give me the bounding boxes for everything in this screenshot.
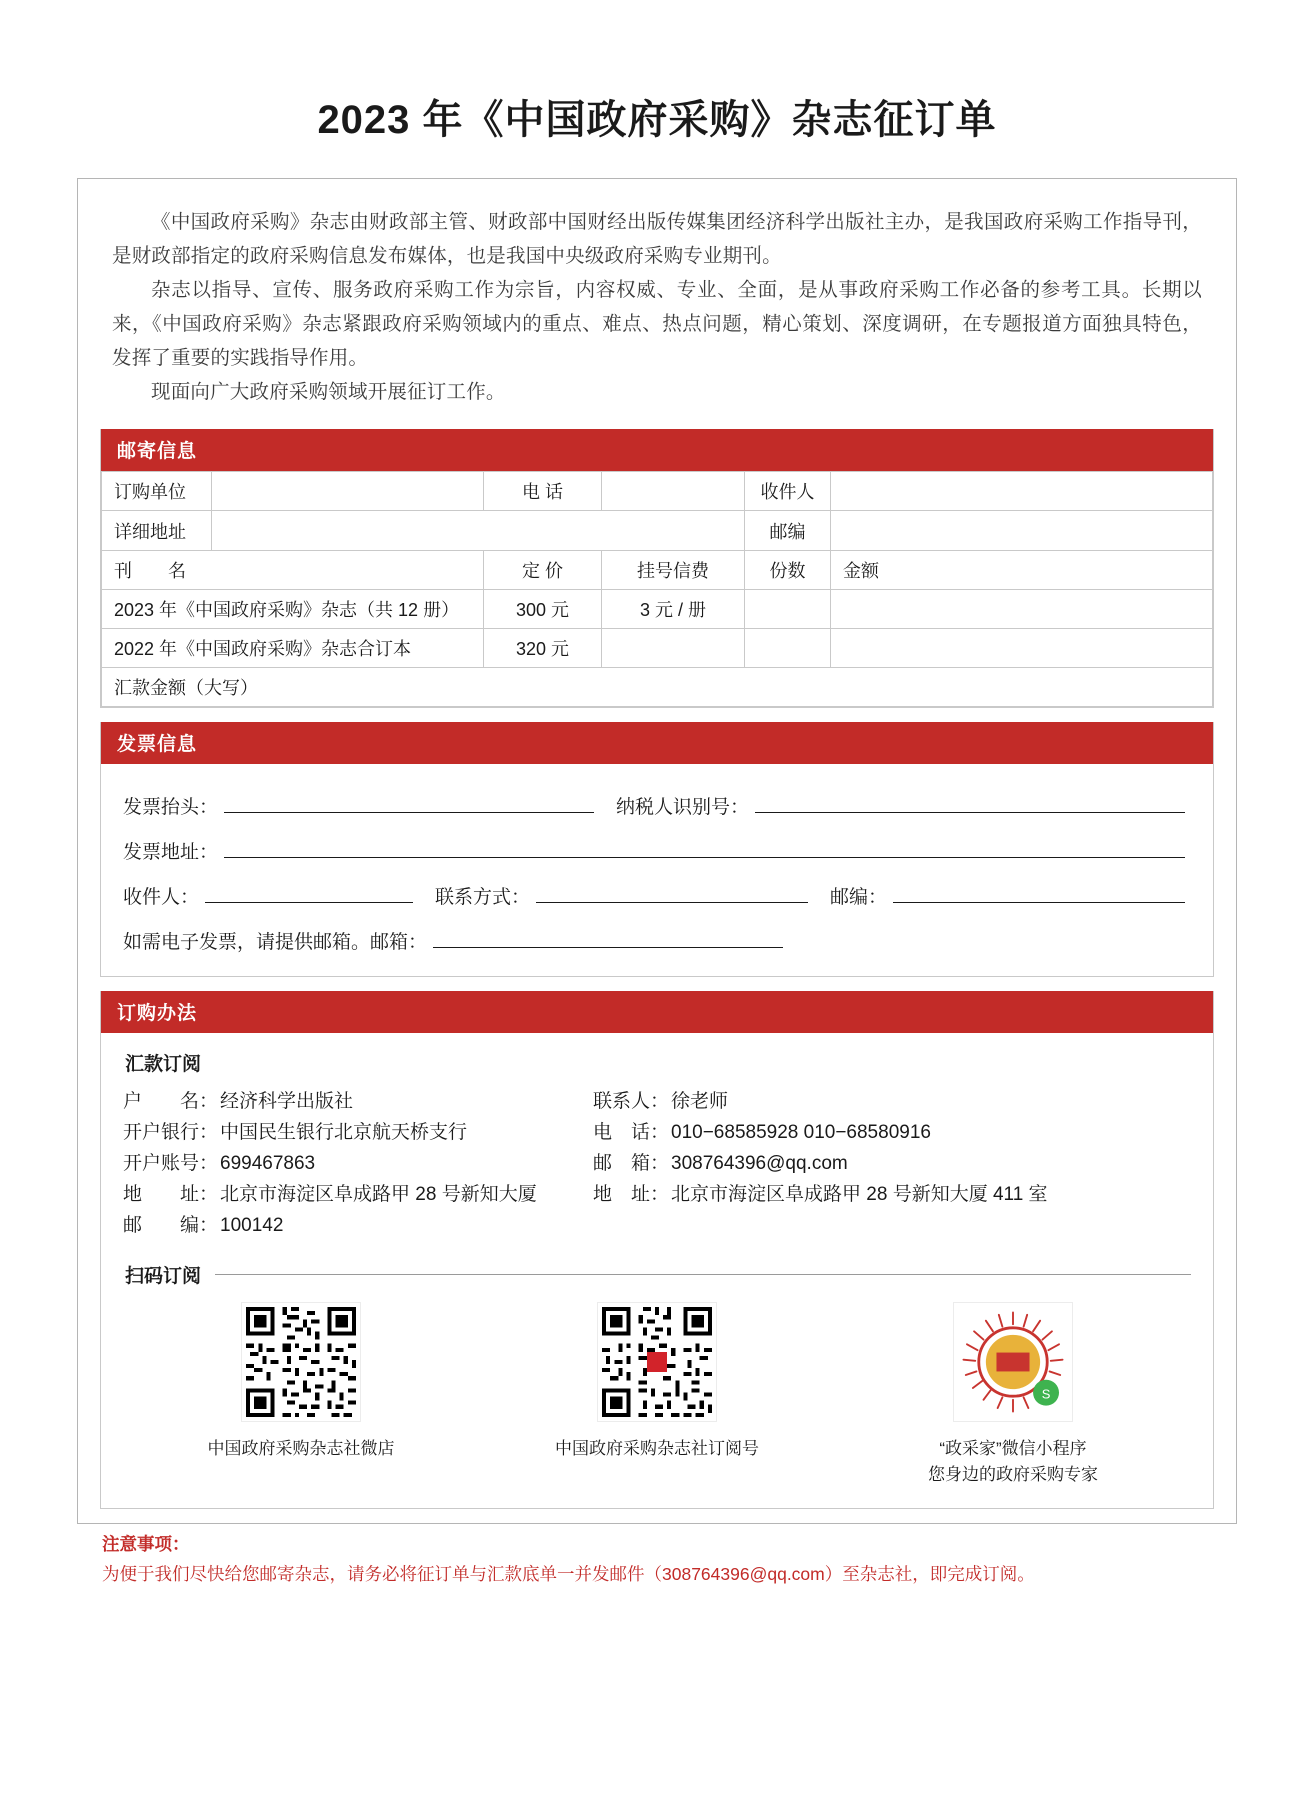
label-contact-phone: 电 话： xyxy=(593,1122,670,1143)
page-title: 2023 年《中国政府采购》杂志征订单 xyxy=(317,98,997,142)
contact-email-row xyxy=(593,1148,1191,1179)
mailing-info-header: 邮寄信息 xyxy=(101,429,1213,471)
remittance-subtitle: 汇款订阅 xyxy=(125,1054,202,1075)
table-header-row xyxy=(102,551,1213,590)
bank-name-row xyxy=(123,1117,593,1148)
invoice-address-line xyxy=(123,837,1191,864)
table-row xyxy=(102,590,1213,629)
field-invoice-postcode[interactable] xyxy=(893,886,1185,903)
qr-cell-subscription xyxy=(492,1302,822,1488)
invoice-recipient-line xyxy=(123,882,1191,909)
column-header-name: 刊 名 xyxy=(102,551,484,590)
label-recipient: 收件人 xyxy=(745,472,831,511)
item-amount-1[interactable] xyxy=(831,590,1213,629)
column-header-price: 定 价 xyxy=(484,551,602,590)
table-row-unit xyxy=(102,472,1213,511)
mailing-info-table xyxy=(101,471,1213,707)
qr-code-icon[interactable] xyxy=(597,1302,717,1422)
qr-caption-mini-program-line1: “政采家”微信小程序 xyxy=(939,1439,1087,1458)
ordering-method-body xyxy=(101,1033,1213,1508)
order-form-frame xyxy=(77,178,1237,1584)
qr-cell-weidian xyxy=(136,1302,466,1488)
qr-caption-subscription: 中国政府采购杂志社订阅号 xyxy=(555,1439,759,1458)
item-amount-2[interactable] xyxy=(831,629,1213,668)
notice-block xyxy=(102,1529,1212,1589)
contact-phone-row xyxy=(593,1117,1191,1148)
bank-details-column xyxy=(123,1086,593,1241)
label-invoice-email-note: 如需电子发票，请提供邮箱。邮箱： xyxy=(123,932,428,953)
field-invoice-address[interactable] xyxy=(224,841,1185,858)
label-contact-person: 联系人： xyxy=(593,1091,670,1112)
field-detail-address[interactable] xyxy=(212,511,745,551)
column-header-amount: 金额 xyxy=(831,551,1213,590)
qr-cell-mini-program xyxy=(848,1302,1178,1488)
value-contact-phone: 010−68585928 010−68580916 xyxy=(671,1122,931,1143)
field-invoice-contact[interactable] xyxy=(536,886,808,903)
value-contact-email[interactable]: 308764396@qq.com xyxy=(671,1153,848,1174)
mailing-info-section xyxy=(100,429,1214,708)
qr-caption-mini-program-line2: 您身边的政府采购专家 xyxy=(928,1465,1098,1484)
table-row-address xyxy=(102,511,1213,551)
item-price-2: 320 元 xyxy=(484,629,602,668)
label-invoice-title: 发票抬头： xyxy=(123,797,219,818)
field-order-unit[interactable] xyxy=(212,472,484,511)
field-postcode[interactable] xyxy=(831,511,1213,551)
svg-text:S: S xyxy=(1041,1386,1051,1402)
field-invoice-title[interactable] xyxy=(224,796,594,813)
mini-program-qr-icon[interactable] xyxy=(953,1302,1073,1422)
label-phone: 电 话 xyxy=(484,472,602,511)
field-tax-id[interactable] xyxy=(755,796,1185,813)
label-order-unit: 订购单位 xyxy=(102,472,212,511)
table-row xyxy=(102,629,1213,668)
label-total-amount[interactable]: 汇款金额（大写） xyxy=(102,668,1213,707)
notice-title: 注意事项： xyxy=(102,1534,190,1554)
item-registered-fee-2 xyxy=(602,629,745,668)
label-account-name: 户 名： xyxy=(123,1091,219,1112)
contact-details-column xyxy=(593,1086,1191,1241)
invoice-info-section xyxy=(100,722,1214,977)
invoice-info-header: 发票信息 xyxy=(101,722,1213,764)
label-bank-name: 开户银行： xyxy=(123,1122,219,1143)
item-quantity-1[interactable] xyxy=(745,590,831,629)
intro-text xyxy=(78,179,1236,415)
bank-account-name-row xyxy=(123,1086,593,1117)
ordering-method-header: 订购办法 xyxy=(101,991,1213,1033)
divider xyxy=(215,1274,1191,1275)
value-bank-name: 中国民生银行北京航天桥支行 xyxy=(220,1122,468,1143)
bank-address-row xyxy=(123,1179,593,1210)
field-invoice-recipient[interactable] xyxy=(205,886,413,903)
value-contact-address: 北京市海淀区阜成路甲 28 号新知大厦 411 室 xyxy=(671,1184,1048,1205)
ordering-columns xyxy=(123,1086,1191,1241)
value-account-number: 699467863 xyxy=(220,1153,316,1174)
item-price-1: 300 元 xyxy=(484,590,602,629)
contact-person-row xyxy=(593,1086,1191,1117)
label-invoice-address: 发票地址： xyxy=(123,842,219,863)
ordering-method-section xyxy=(100,991,1214,1509)
bank-account-number-row xyxy=(123,1148,593,1179)
label-tax-id: 纳税人识别号： xyxy=(616,797,750,818)
value-account-name: 经济科学出版社 xyxy=(220,1091,354,1112)
item-name-1: 2023 年《中国政府采购》杂志（共 12 册） xyxy=(102,590,484,629)
field-phone[interactable] xyxy=(602,472,745,511)
field-invoice-email[interactable] xyxy=(433,931,783,948)
field-recipient[interactable] xyxy=(831,472,1213,511)
label-invoice-recipient: 收件人： xyxy=(123,887,200,908)
table-row-total xyxy=(102,668,1213,707)
label-account-number: 开户账号： xyxy=(123,1153,219,1174)
column-header-registered-fee: 挂号信费 xyxy=(602,551,745,590)
invoice-title-line xyxy=(123,792,1191,819)
intro-paragraph-2: 杂志以指导、宣传、服务政府采购工作为宗旨，内容权威、专业、全面，是从事政府采购工作必备的参考工具。长期以来，《中国政府采购》杂志紧跟政府采购领域内的重点、难点、热点问题，精心策划、深度调研，在专题报道方面独具特色，发挥了重要的实践指导作用。 xyxy=(112,279,1202,369)
invoice-email-line xyxy=(123,927,1191,954)
item-quantity-2[interactable] xyxy=(745,629,831,668)
contact-address-row xyxy=(593,1179,1191,1210)
intro-paragraph-3: 现面向广大政府采购领域开展征订工作。 xyxy=(151,381,506,403)
column-header-quantity: 份数 xyxy=(745,551,831,590)
qr-code-icon[interactable] xyxy=(241,1302,361,1422)
intro-paragraph-1: 《中国政府采购》杂志由财政部主管、财政部中国财经出版传媒集团经济科学出版社主办，是我国政府采购工作指导刊，是财政部指定的政府采购信息发布媒体，也是我国中央级政府采购专业期刊。 xyxy=(112,211,1202,267)
label-invoice-contact: 联系方式： xyxy=(435,887,531,908)
label-contact-address: 地 址： xyxy=(593,1184,670,1205)
notice-text: 为便于我们尽快给您邮寄杂志，请务必将征订单与汇款底单一并发邮件（308764396@qq.com）至杂志社，即完成订阅。 xyxy=(102,1564,1035,1584)
item-name-2: 2022 年《中国政府采购》杂志合订本 xyxy=(102,629,484,668)
value-contact-person: 徐老师 xyxy=(671,1091,729,1112)
label-bank-address: 地 址： xyxy=(123,1184,219,1205)
label-bank-postcode: 邮 编： xyxy=(123,1215,219,1236)
label-invoice-postcode: 邮编： xyxy=(830,887,888,908)
value-bank-postcode: 100142 xyxy=(220,1215,284,1236)
bank-postcode-row xyxy=(123,1210,593,1241)
invoice-info-body xyxy=(101,764,1213,976)
qr-caption-weidian: 中国政府采购杂志社微店 xyxy=(207,1439,395,1458)
qr-caption-mini-program xyxy=(848,1436,1178,1488)
label-detail-address: 详细地址 xyxy=(102,511,212,551)
value-bank-address: 北京市海淀区阜成路甲 28 号新知大厦 xyxy=(220,1184,537,1205)
scan-subscribe-title: 扫码订阅 xyxy=(125,1266,202,1287)
label-contact-email: 邮 箱： xyxy=(593,1153,670,1174)
label-postcode: 邮编 xyxy=(745,511,831,551)
qr-code-row xyxy=(123,1302,1191,1488)
scan-subscribe-header xyxy=(125,1261,1191,1288)
item-registered-fee-1: 3 元 / 册 xyxy=(602,590,745,629)
